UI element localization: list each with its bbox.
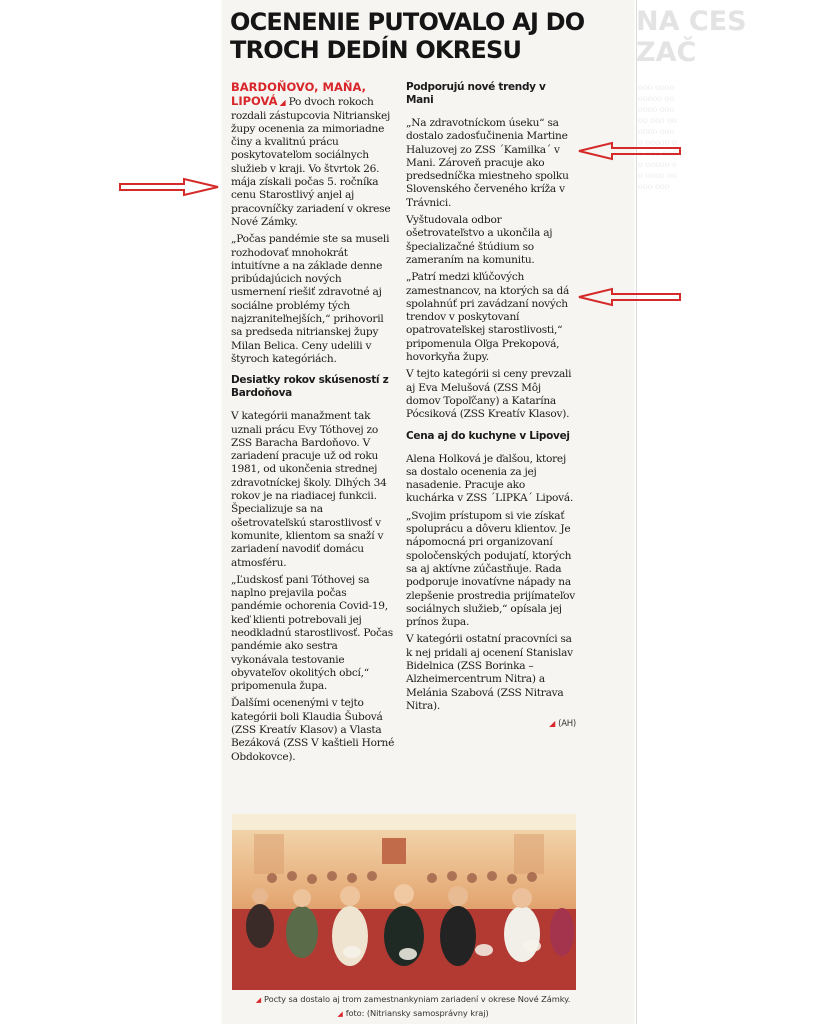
- article-column-1: [231, 81, 396, 768]
- photo-caption: [246, 993, 580, 1021]
- paragraph: V kategórii ostatní pracovníci sa k nej pridali aj ocenení Stanislav Bidelnica (ZSS Borinka – Alzheimercentrum Nitra) a Melánia Szabová (ZSS Nitrava Nitra).: [406, 633, 573, 712]
- dateline: BARDOŇOVO, MAŇA, LIPOVÁ: [231, 80, 366, 109]
- annotation-arrow-left-icon: [576, 140, 684, 162]
- red-triangle-icon: ◢: [279, 98, 286, 108]
- annotation-arrow-left-icon: [576, 286, 684, 308]
- neighbor-headline: NA CES ZAČ: [636, 6, 747, 68]
- paragraph: V tejto kategórii si ceny prevzali aj Eva Melušová (ZSS Môj domov Topoľčany) a Katarína Pócsiková (ZSS Kreatív Klasov).: [406, 368, 572, 421]
- red-triangle-icon: ◢: [337, 1010, 343, 1018]
- paragraph: „Patrí medzi kľúčových zamestnancov, na ktorých sa dá spolahnúť pri zavádzaní nových trendov v poskytovaní opatrovateľskej starostlivosti,“ pripomenula Oľga Prekopová, hovorkyňa župy.: [406, 271, 570, 364]
- annotation-arrow-right-icon: [118, 176, 222, 198]
- paragraph: „Svojim prístupom si vie získať spoluprácu a dôveru klientov. Je nápomocná pri organizovaní spoločenských podujatí, ktorých sa aj aktívne zúčastňuje. Rada podporuje inovatívne nápady na zlepšenie prostredia prijímateľov sociálnych služieb,“ opísala jej prínos župa.: [406, 509, 575, 629]
- red-triangle-icon: ◢: [549, 719, 556, 729]
- paragraph: V kategórii manažment tak uznali prácu Evy Tóthovej zo ZSS Baracha Bardoňovo. V zariadení pracuje už od roku 1981, od ukončenia strednej zdravotníckej školy. Dlhých 34 rokov je na riadiacej funkcii. Špecializuje sa na ošetrovateľskú starostlivosť v komunite, klientom sa snaží v zariadení navodiť domácu atmosféru.: [231, 410, 387, 569]
- lead-paragraph: [231, 81, 396, 229]
- paragraph: Alena Holková je ďalšou, ktorej sa dostalo ocenenia za jej nasadenie. Pracuje ako kuchárka v ZSS ´LIPKA´ Lipová.: [406, 452, 574, 505]
- subheading-mani: Podporujú nové trendy v Mani: [406, 81, 546, 106]
- subheading-bardonovo: Desiatky rokov skúseností z Bardoňova: [231, 374, 389, 400]
- paragraph: Ďalšími ocenenými v tejto kategórii boli Klaudia Šubová (ZSS Kreatív Klasov) a Vlasta Bezáková (ZSS V kaštieli Horné Obdokovce).: [231, 697, 395, 763]
- paragraph: „Na zdravotníckom úseku“ sa dostalo zadosťučinenia Martine Haluzovej zo ZSS ´Kamilka´ v Mani. Zároveň pracuje ako predsedníčka miestneho spolku Slovenského červeného kríža v Trávnici.: [406, 117, 569, 209]
- signature-row: [406, 717, 576, 731]
- award-ceremony-photo: [232, 814, 576, 990]
- caption-text: Pocty sa dostalo aj trom zamestnankyniam zariadení v okrese Nové Zámky.: [263, 994, 571, 1004]
- neighbor-text-ghost: ooo oooo ooooo oo oooo ooooo ooo oooooo oooo ooooo oo ooo oooo ooooo oo oooo ooooo ooo: [638, 83, 677, 191]
- photo-credit: foto: (Nitriansky samosprávny kraj): [345, 1008, 489, 1018]
- paragraph: „Ľudskosť pani Tóthovej sa naplno prejavila počas pandémie ochorenia Covid-19, keď klienti potrebovali jej neodkladnú starostlivosť. Počas pandémie ako sestra vykonávala testovanie obyvateľov okolitých obcí,“ pripomenula župa.: [231, 573, 393, 693]
- article-column-2: [406, 81, 576, 731]
- lead-text: Po dvoch rokoch rozdali zástupcovia Nitrianskej župy ocenenia za mimoriadne činy a kvalitnú prácu poskytovateľom sociálnych služieb v kraji. Vo štvrtok 26. mája získali počas 5. ročníka cenu Starostlivý anjel aj pracovníčky zariadení v okrese Nové Zámky.: [231, 96, 391, 228]
- paragraph: „Počas pandémie ste sa museli rozhodovať mnohokrát intuitívne a na základe denne pribúdajúcich nových usmernení riešiť zdravotné aj sociálne problémy tých najzraniteľnejších,“ prihovoril sa predseda nitrianskej župy Milan Belica. Ceny udelili v štyroch kategóriách.: [231, 233, 390, 365]
- article-headline: OCENENIE PUTOVALO AJ DO TROCH DEDÍN OKRESU: [230, 8, 585, 64]
- red-triangle-icon: ◢: [255, 996, 261, 1004]
- byline: (AH): [558, 719, 576, 730]
- paragraph: Vyštudovala odbor ošetrovateľstvo a ukončila aj špecializačné štúdium so zameraním na komunitu.: [406, 214, 553, 266]
- subheading-lipova: Cena aj do kuchyne v Lipovej: [406, 429, 570, 442]
